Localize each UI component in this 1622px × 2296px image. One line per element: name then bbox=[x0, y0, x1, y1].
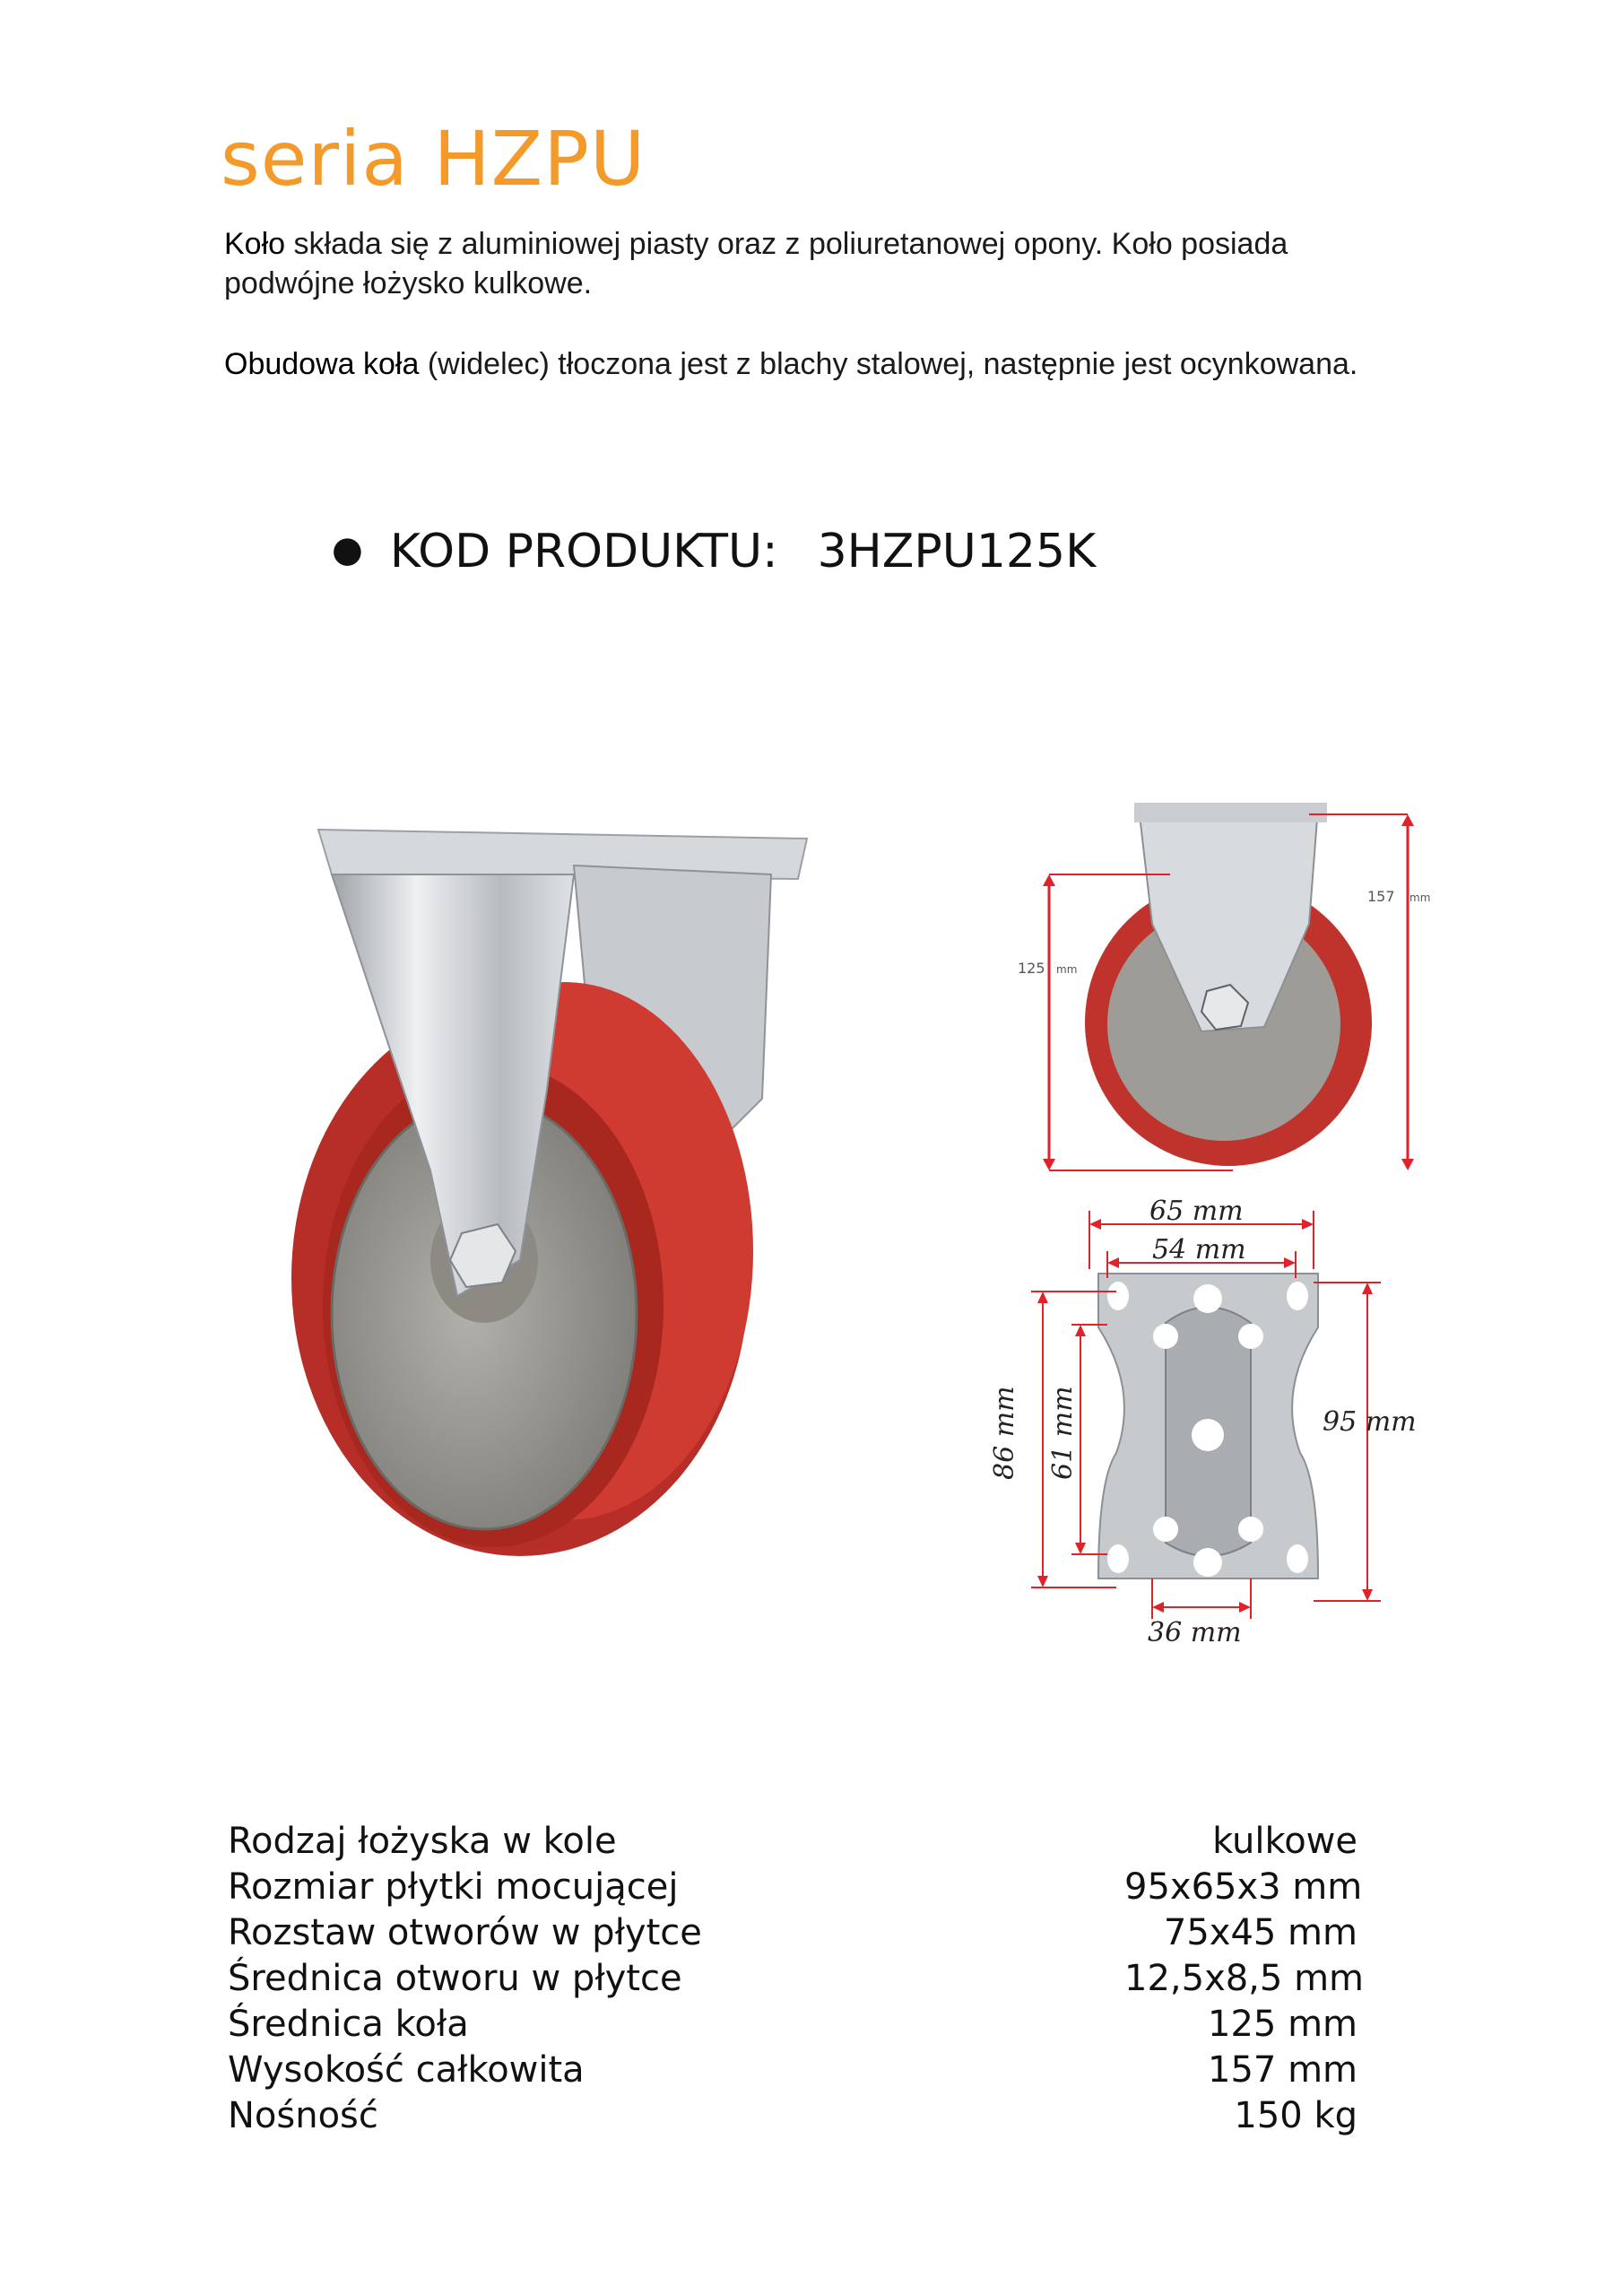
spec-value: 95x65x3 mm bbox=[1124, 1866, 1363, 1908]
spec-row-bearing bbox=[228, 1819, 1375, 1865]
spec-value: 12,5x8,5 mm bbox=[1124, 1958, 1364, 1999]
spec-value: 75x45 mm bbox=[1163, 1912, 1357, 1953]
product-code-line bbox=[332, 525, 1096, 578]
series-title: seria HZPU bbox=[221, 115, 646, 203]
plate-dimension-diagram bbox=[982, 1184, 1448, 1659]
spec-label: Średnica koła bbox=[228, 2004, 469, 2045]
bullet-icon: ● bbox=[332, 529, 363, 570]
spec-row-hole-diameter bbox=[228, 1956, 1375, 2002]
description-wheel-lead: Koło bbox=[224, 227, 286, 261]
spec-label: Rozmiar płytki mocującej bbox=[228, 1866, 679, 1908]
plate-bottom-spacing-label: 36 mm bbox=[1148, 1617, 1242, 1648]
description-wheel-text: składa się z aluminiowej piasty oraz z poliuretanowej opony. Koło posiada podwójne łożysko kulkowe. bbox=[224, 227, 1288, 300]
total-height-unit: mm bbox=[1409, 891, 1431, 904]
spec-label: Rozstaw otworów w płytce bbox=[228, 1912, 702, 1953]
spec-value: 125 mm bbox=[1208, 2004, 1357, 2045]
spec-label: Wysokość całkowita bbox=[228, 2049, 585, 2091]
spec-label: Nośność bbox=[228, 2095, 378, 2136]
description-housing bbox=[224, 344, 1417, 384]
plate-width-outer-label: 65 mm bbox=[1149, 1196, 1244, 1227]
plate-width-inner-label: 54 mm bbox=[1152, 1234, 1246, 1265]
plate-height-inner-label: 61 mm bbox=[1047, 1386, 1079, 1480]
side-dimension-diagram bbox=[995, 789, 1470, 1184]
description-housing-lead: Obudowa koła bbox=[224, 347, 420, 381]
product-code-label: KOD PRODUKTU: bbox=[389, 525, 778, 578]
wheel-diameter-label: 125 bbox=[1018, 960, 1045, 977]
caster-photo bbox=[224, 794, 852, 1574]
spec-value: kulkowe bbox=[1212, 1821, 1357, 1862]
spec-row-wheel-diameter bbox=[228, 2002, 1375, 2048]
spec-label: Średnica otworu w płytce bbox=[228, 1958, 682, 1999]
plate-height-outer-label: 86 mm bbox=[989, 1386, 1020, 1480]
spec-row-hole-spacing bbox=[228, 1910, 1375, 1956]
spec-label: Rodzaj łożyska w kole bbox=[228, 1821, 617, 1862]
description-wheel bbox=[224, 224, 1417, 303]
spec-table bbox=[228, 1819, 1375, 2139]
spec-row-total-height bbox=[228, 2048, 1375, 2093]
spec-value: 157 mm bbox=[1208, 2049, 1357, 2091]
product-code-value: 3HZPU125K bbox=[817, 525, 1097, 578]
spec-row-plate-size bbox=[228, 1865, 1375, 1910]
total-height-label: 157 bbox=[1367, 888, 1395, 905]
description-housing-text: (widelec) tłoczona jest z blachy stalowej, następnie jest ocynkowana. bbox=[419, 347, 1358, 381]
spec-value: 150 kg bbox=[1234, 2095, 1357, 2136]
wheel-diameter-unit: mm bbox=[1056, 963, 1078, 976]
plate-height-right-label: 95 mm bbox=[1323, 1406, 1417, 1438]
spec-row-load-capacity bbox=[228, 2093, 1375, 2139]
